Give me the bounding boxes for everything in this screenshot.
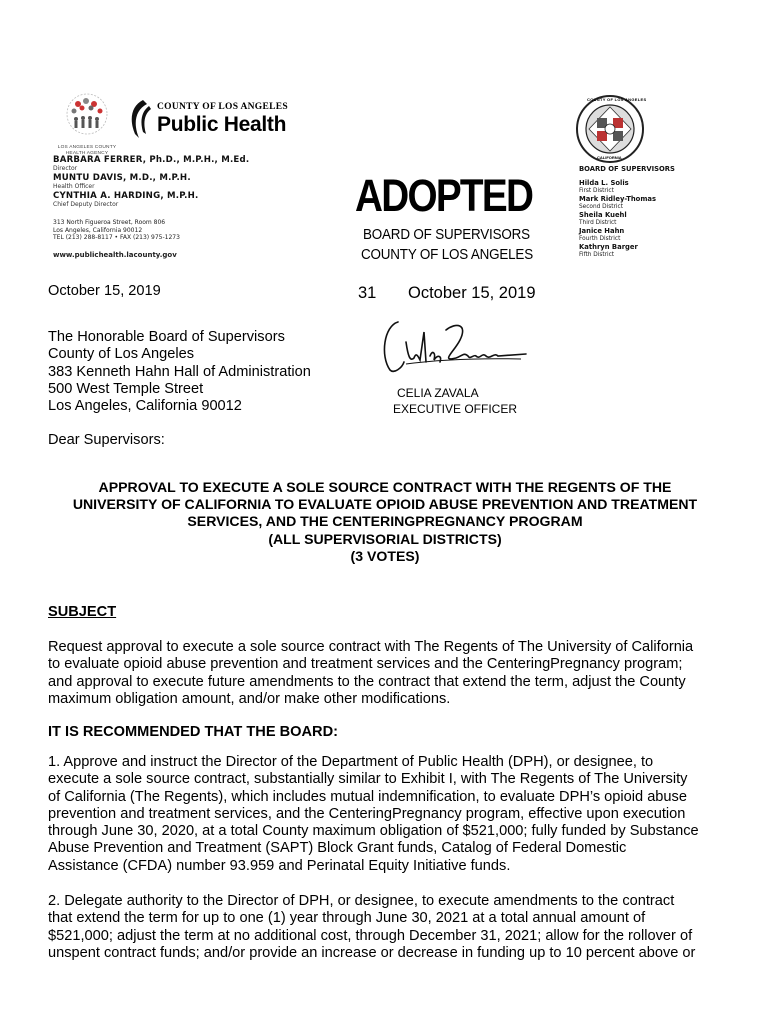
staff-chief-deputy: CYNTHIA A. HARDING, M.P.H. Chief Deputy Director <box>53 191 199 208</box>
board-member: Sheila Kuehl Third District <box>579 211 627 226</box>
subject-paragraph: Request approval to execute a sole source contract with The Regents of The University of California to evaluate opioid abuse prevention and treatment services and the CenteringPregnancy program; and approval to execute future amendments to the contract that extend the term, adjust the County maximum obligation amount, and/or make other modifications. <box>48 639 694 707</box>
seal-text-top: COUNTY OF LOS ANGELES <box>587 97 647 102</box>
board-heading: BOARD OF SUPERVISORS <box>579 165 675 173</box>
brand-top: COUNTY OF LOS ANGELES <box>157 102 288 112</box>
letter-date: October 15, 2019 <box>48 283 161 299</box>
stamp-item-number: 31 <box>358 284 377 302</box>
recommendation-2: 2. Delegate authority to the Director of DPH, or designee, to execute amendments to the contract that extend the term for up to one (1) year through June 30, 2021 at a total annual amount of $521,000; adjust the term at no additional cost, through December 31, 2021; allow for the rollover of unspent contract funds; and/or provide an increase or decrease in funding up to 10 percent above or <box>48 893 696 961</box>
family-tree-icon <box>56 92 118 140</box>
county-seal-icon <box>575 94 645 164</box>
stamp-date: October 15, 2019 <box>408 284 536 302</box>
board-roster <box>579 165 719 259</box>
brand-main: Public Health <box>157 113 287 136</box>
board-member: Kathryn Barger Fifth District <box>579 243 638 258</box>
county-seal <box>575 94 645 164</box>
signer-title: EXECUTIVE OFFICER <box>393 402 518 416</box>
staff-list <box>53 156 293 259</box>
board-member: Mark Ridley-Thomas Second District <box>579 195 657 210</box>
health-agency-logo <box>56 92 118 156</box>
recipient-address: The Honorable Board of Supervisors County of Los Angeles 383 Kenneth Hahn Hall of Administration 500 West Temple Street Los Angeles, California 90012 <box>48 329 311 415</box>
agency-address: 313 North Figueroa Street, Room 806 Los Angeles, California 90012 TEL (213) 288-8117 • FAX (213) 975-1273 <box>53 219 180 241</box>
letter-title: APPROVAL TO EXECUTE A SOLE SOURCE CONTRACT WITH THE REGENTS OF THE UNIVERSITY OF CALIFORNIA TO EVALUATE OPIOID ABUSE PREVENTION AND TREATMENT SERVICES, AND THE CENTERINGPREGNANCY PROGRAM (ALL SUPERVISORIAL DISTRICTS) (3 VOTES) <box>72 479 698 564</box>
agency-tagline: LOS ANGELES COUNTY HEALTH AGENCY <box>57 145 117 156</box>
public-health-mark-icon <box>125 98 153 140</box>
board-member: Janice Hahn Fourth District <box>579 227 625 242</box>
signer-name: CELIA ZAVALA <box>397 386 479 400</box>
stamp-board-line: BOARD OF SUPERVISORS <box>363 227 530 243</box>
stamp-county-line: COUNTY OF LOS ANGELES <box>361 247 533 263</box>
staff-health-officer: MUNTU DAVIS, M.D., M.P.H. Health Officer <box>53 173 191 190</box>
recommend-heading: IT IS RECOMMENDED THAT THE BOARD: <box>48 724 338 740</box>
adopted-stamp: ADOPTED <box>355 170 533 221</box>
seal-text-bottom: CALIFORNIA <box>597 155 622 160</box>
staff-director: BARBARA FERRER, Ph.D., M.P.H., M.Ed. Director <box>53 155 250 172</box>
agency-website[interactable]: www.publichealth.lacounty.gov <box>53 250 177 259</box>
signature-icon <box>376 312 536 382</box>
board-member: Hilda L. Solis First District <box>579 179 629 194</box>
recommendation-1: 1. Approve and instruct the Director of the Department of Public Health (DPH), or designee, to execute a sole source contract, substantially similar to Exhibit I, with The Regents of The University of California (The Regents), which includes mutual indemnification, to evaluate DPH’s opioid abuse prevention and treatment services, and the CenteringPregnancy program, effective upon execution through June 30, 2020, at a total County maximum obligation of $521,000; fully funded by Substance Abuse Prevention and Treatment (SAPT) Block Grant funds, Catalog of Federal Domestic Assistance (CFDA) number 93.959 and Perinatal Equity Initiative funds. <box>48 754 699 874</box>
salutation: Dear Supervisors: <box>48 432 165 448</box>
subject-heading: SUBJECT <box>48 604 117 620</box>
public-health-logo <box>125 96 288 142</box>
